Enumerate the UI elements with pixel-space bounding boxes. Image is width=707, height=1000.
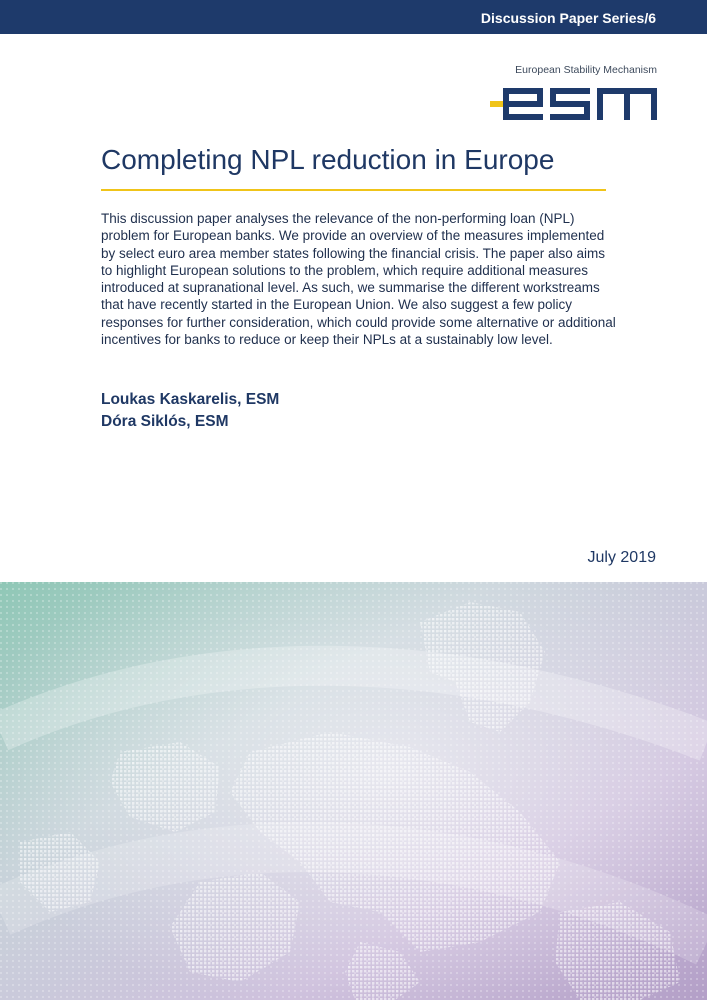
author-1: Loukas Kaskarelis, ESM [101, 391, 280, 408]
series-label: Discussion Paper Series/6 [480, 10, 656, 26]
paper-title: Completing NPL reduction in Europe [101, 144, 555, 175]
logo-caption: European Stability Mechanism [515, 64, 657, 76]
esm-wordmark-icon [490, 84, 657, 124]
title-underline [101, 189, 606, 191]
header-bar [0, 0, 707, 34]
esm-logo [490, 64, 657, 124]
authors [101, 389, 279, 433]
abstract: This discussion paper analyses the relevance of the non-performing loan (NPL) problem for European banks. We provide an overview of the measures implemented by select euro area member states following the financial crisis. The paper also aims to highlight European solutions to the problem, which require additional measures introduced at supranational level. As such, we summarise the different workstreams that have recently started in the European Union. We also suggest a few policy responses for further consideration, which could provide some alternative or additional incentives for banks to reduce or keep their NPLs at a sustainably low level. [101, 211, 616, 348]
author-2: Dóra Siklós, ESM [101, 413, 229, 430]
europe-map-dotted-icon [0, 582, 707, 1000]
publication-date: July 2019 [587, 549, 656, 566]
